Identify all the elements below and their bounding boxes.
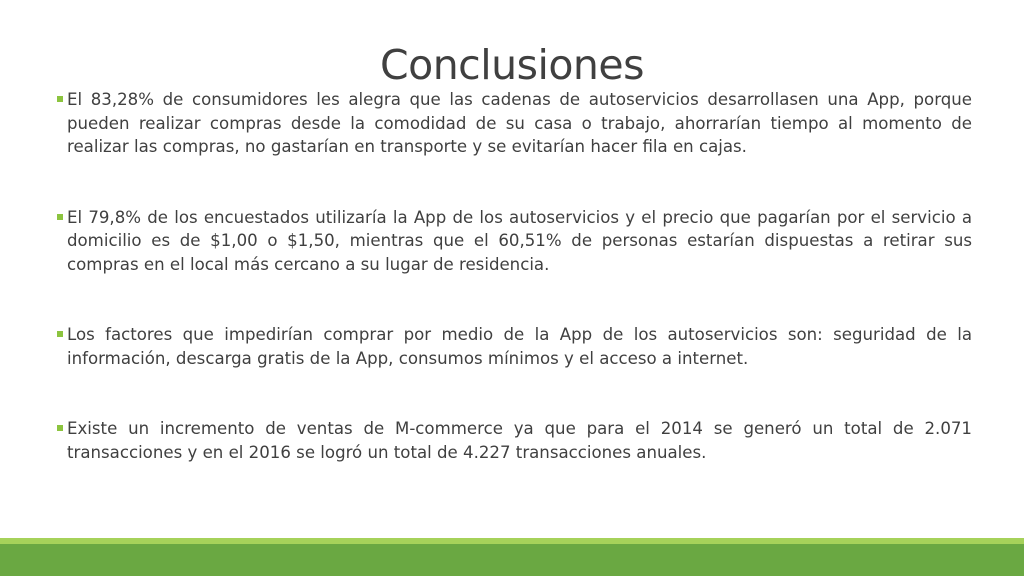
bullet-text: Los factores que impedirían comprar por medio de la App de los autoservicios son: seguridad de la información, descarga gratis de la App, consumos mínimos y el acceso a internet. <box>67 325 972 368</box>
bullet-item <box>57 323 972 370</box>
footer-band <box>0 538 1024 576</box>
bullet-text: El 79,8% de los encuestados utilizaría la App de los autoservicios y el precio que pagarían por el servicio a domicilio es de $1,00 o $1,50, mientras que el 60,51% de personas estarían dispuestas a retirar sus compras en el local más cercano a su lugar de residencia. <box>67 207 972 274</box>
square-bullet-icon <box>57 96 63 102</box>
bullet-item <box>57 206 972 277</box>
square-bullet-icon <box>57 425 63 431</box>
footer-green-bar <box>0 544 1024 576</box>
square-bullet-icon <box>57 331 63 337</box>
slide-title: Conclusiones <box>379 41 645 90</box>
square-bullet-icon <box>57 214 63 220</box>
bullet-item <box>57 417 972 464</box>
bullet-item <box>57 88 972 159</box>
bullet-list <box>57 88 972 464</box>
bullet-text: El 83,28% de consumidores les alegra que las cadenas de autoservicios desarrollasen una App, porque pueden realizar compras desde la comodidad de su casa o trabajo, ahorrarían tiempo al momento de realizar las compras, no gastarían en transporte y se evitarían hacer fila en cajas. <box>67 90 972 156</box>
bullet-text: Existe un incremento de ventas de M-commerce ya que para el 2014 se generó un total de 2.071 transacciones y en el 2016 se logró un total de 4.227 transacciones anuales. <box>67 419 972 462</box>
